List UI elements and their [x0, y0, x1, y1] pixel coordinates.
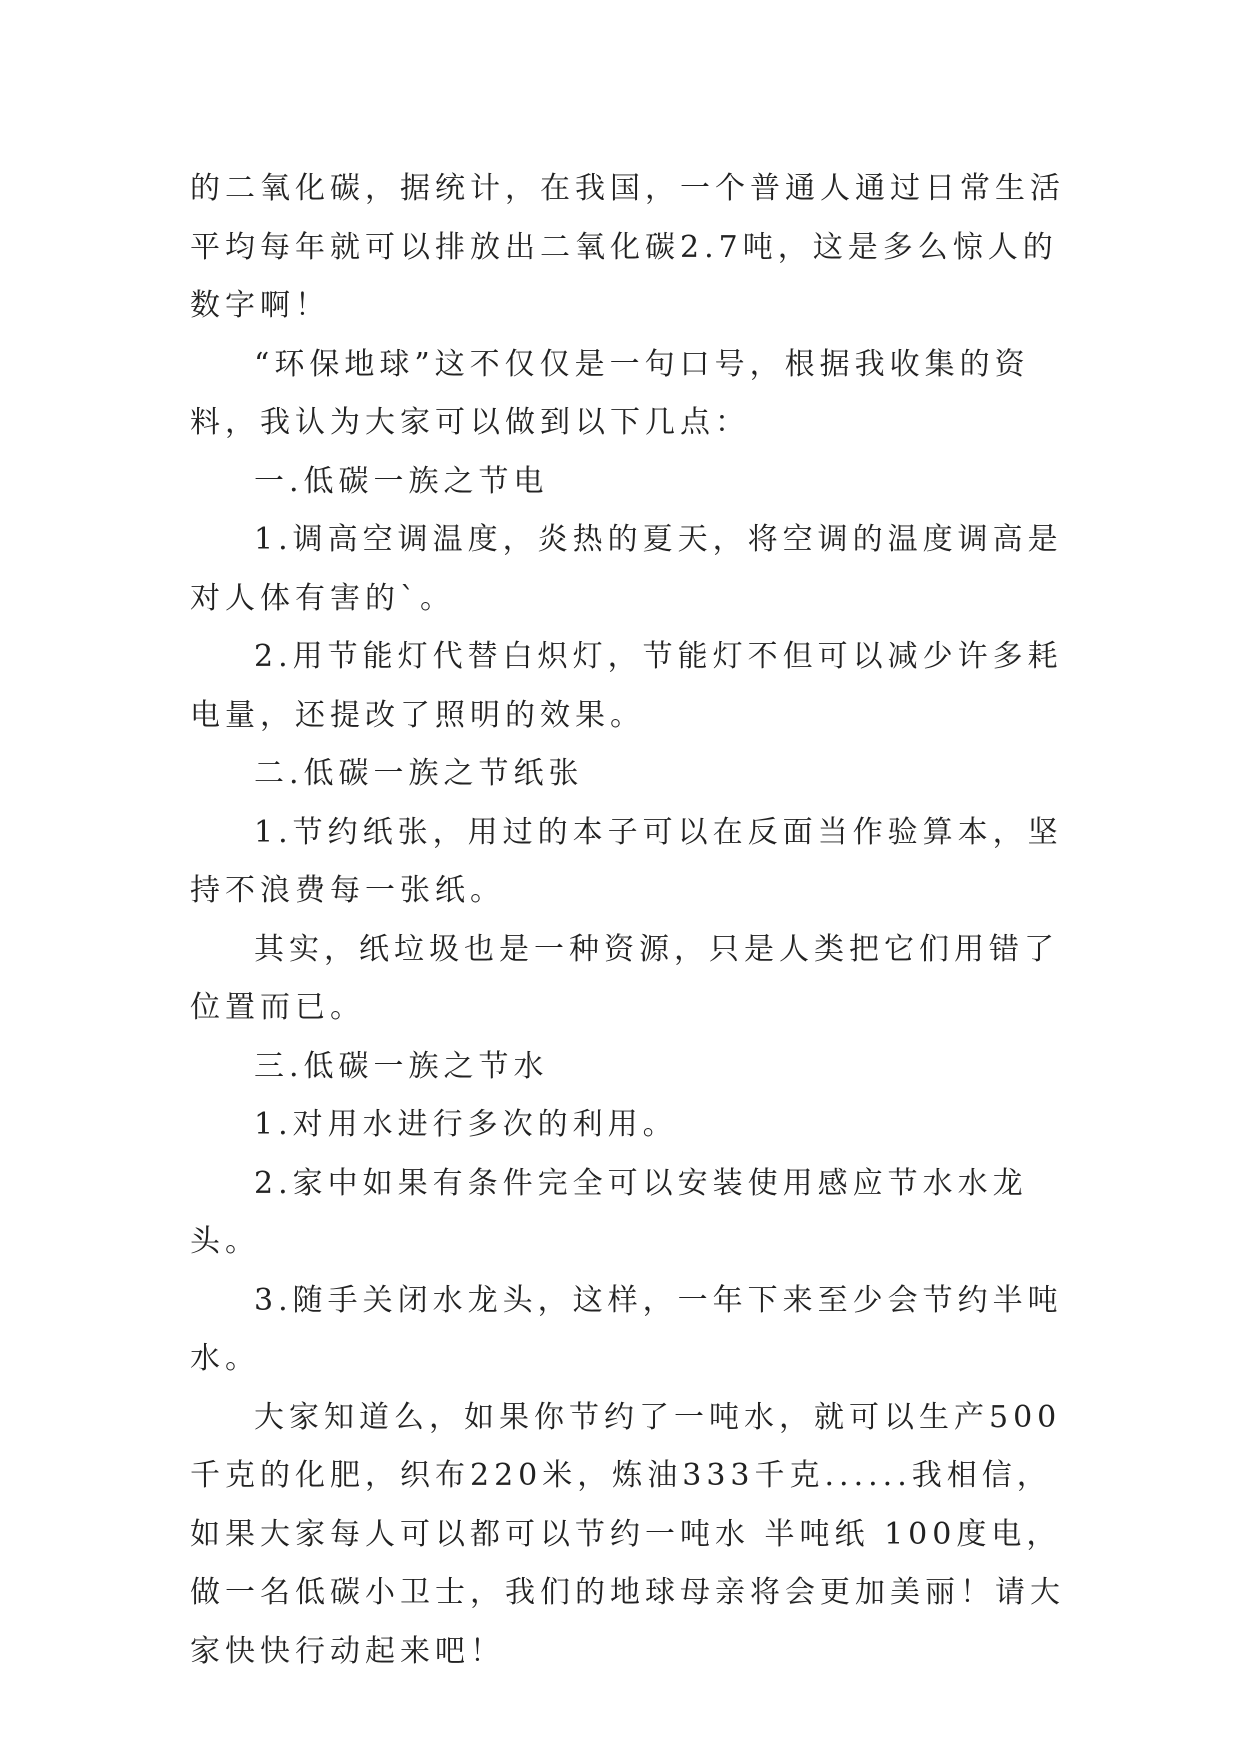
document-body	[190, 160, 1070, 1681]
paragraph-paper-waste: 其实，纸垃圾也是一种资源，只是人类把它们用错了位置而已。	[190, 931, 1059, 1025]
list-item-air-conditioner: 1.调高空调温度，炎热的夏天，将空调的温度调高是对人体有害的`。	[190, 522, 1063, 616]
section-heading-electricity: 一.低碳一族之节电	[254, 463, 549, 499]
section-heading-paper: 二.低碳一族之节纸张	[254, 756, 584, 791]
list-item-reuse-water: 1.对用水进行多次的利用。	[254, 1107, 678, 1142]
list-item-save-paper: 1.节约纸张，用过的本子可以在反面当作验算本，坚持不浪费每一张纸。	[190, 814, 1063, 908]
list-item-close-faucet: 3.随手关闭水龙头，这样，一年下来至少会节约半吨水。	[190, 1282, 1063, 1376]
list-item-energy-saving-lamp: 2.用节能灯代替白炽灯，节能灯不但可以减少许多耗电量，还提改了照明的效果。	[190, 639, 1063, 733]
paragraph-conclusion: 大家知道么，如果你节约了一吨水，就可以生产500千克的化肥，织布220米，炼油333千克......我相信，如果大家每人可以都可以节约一吨水 半吨纸 100度电，做一名低碳小卫士，我们的地球母亲将会更加美丽！请大家快快行动起来吧！	[190, 1399, 1065, 1669]
section-heading-water: 三.低碳一族之节水	[254, 1048, 549, 1084]
paragraph-slogan-intro: “环保地球”这不仅仅是一句口号，根据我收集的资料，我认为大家可以做到以下几点：	[190, 346, 1030, 440]
list-item-sensor-faucet: 2.家中如果有条件完全可以安装使用感应节水水龙头。	[190, 1165, 1028, 1259]
paragraph-co2-statistics: 的二氧化碳，据统计，在我国，一个普通人通过日常生活平均每年就可以排放出二氧化碳2.7吨，这是多么惊人的数字啊！	[190, 171, 1065, 323]
